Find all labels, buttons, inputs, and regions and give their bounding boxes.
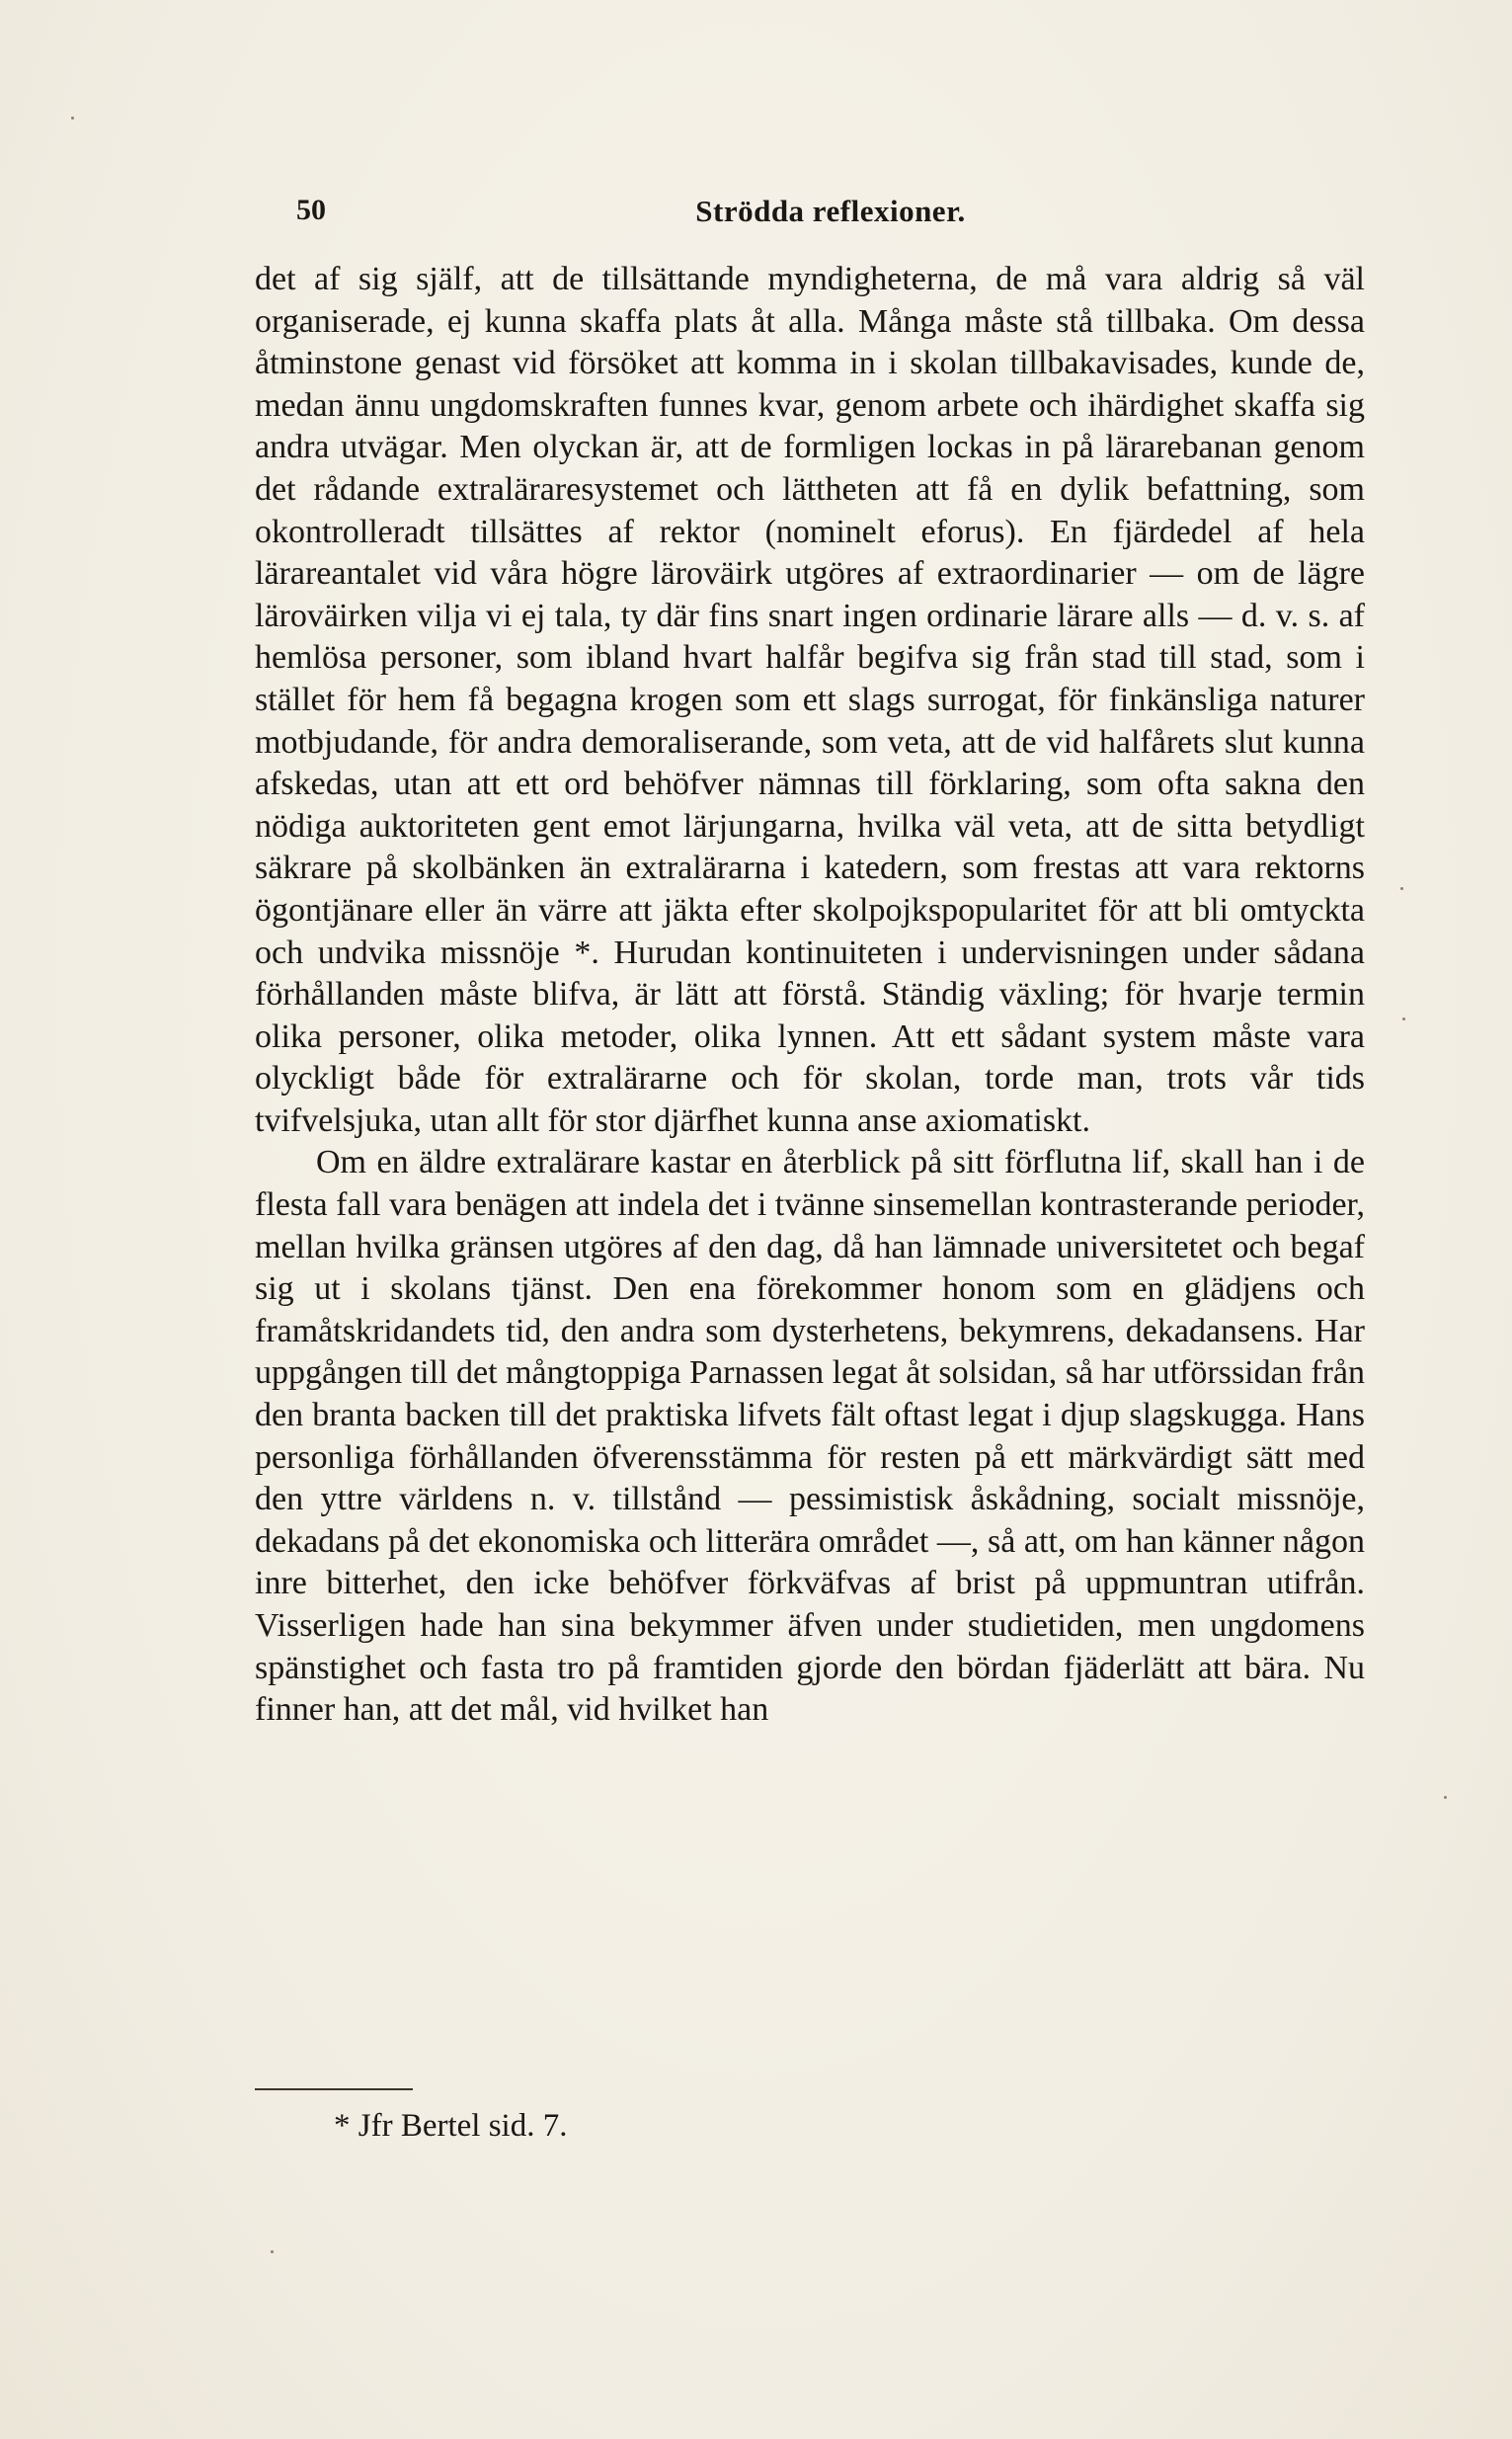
paper-speck [271, 2250, 274, 2253]
footnote-divider [255, 2088, 413, 2090]
paper-speck [71, 117, 74, 120]
paragraph: det af sig själf, att de tillsättande myndigheterna, de må vara aldrig så väl organiserade, ej kunna skaffa plats åt alla. Många måste stå tillbaka. Om dessa åtminstone genast vid försöket att komma in i skolan tillbakavisades, kunde de, medan ännu ungdomskraften funnes kvar, genom arbete och ihärdighet skaffa sig andra utvägar. Men olyckan är, att de formligen lockas in på lärarebanan genom det rådande extraläraresystemet och lättheten att få en dylik befattning, som okontrolleradt tillsättes af rektor (nominelt eforus). En fjärdedel af hela lärareantalet vid våra högre läroväirk utgöres af extraordinarier — om de lägre läroväirken vilja vi ej tala, ty där fins snart ingen ordinarie lärare alls — d. v. s. af hemlösa personer, som ibland hvart halfår begifva sig från stad till stad, som i stället för hem få begagna krogen som ett slags surrogat, för finkänsliga naturer motbjudande, för andra demoraliserande, som veta, att de vid halfårets slut kunna afskedas, utan att ett ord behöfver nämnas till förklaring, som ofta sakna den nödiga auktoriteten gent emot lärjungarna, hvilka väl veta, att de sitta betydligt säkrare på skolbänken än extralärarna i katedern, som frestas att vara rektorns ögontjänare eller än värre att jäkta efter skolpojkspopularitet för att bli omtyckta och undvika missnöje *. Hurudan kontinuiteten i undervisningen under sådana förhållanden måste blifva, är lätt att förstå. Ständig växling; för hvarje termin olika personer, olika metoder, olika lynnen. Att ett sådant system måste vara olyckligt både för extralärarne och för skolan, torde man, trots vår tids tvifvelsjuka, utan allt för stor djärfhet kunna anse axiomatiskt. [255, 261, 1365, 1139]
paper-speck [1444, 1796, 1447, 1799]
body-text [255, 259, 1365, 1732]
paper-speck [1400, 887, 1403, 890]
running-title: Strödda reflexioner. [695, 194, 966, 228]
footnote: * Jfr Bertel sid. 7. [334, 2108, 568, 2144]
paragraph: Om en äldre extralärare kastar en återblick på sitt förflutna lif, skall han i de flesta fall vara benägen att indela det i tvänne sinsemellan kontrasterande perioder, mellan hvilka gränsen utgöres af den dag, då han lämnade universitetet och begaf sig ut i skolans tjänst. Den ena förekommer honom som en glädjens och framåtskridandets tid, den andra som dysterhetens, bekymrens, dekadansens. Har uppgången till det mångtoppiga Parnassen legat åt solsidan, så har utförssidan från den branta backen till det praktiska lifvets fält oftast legat i djup slagskugga. Hans personliga förhållanden öfverensstämma för resten på ett märkvärdigt sätt med den yttre världens n. v. tillstånd — pessimistisk åskådning, socialt missnöje, dekadans på det ekonomiska och litterära området —, så att, om han känner någon inre bitterhet, den icke behöfver förkväfvas af brist på uppmuntran utifrån. Visserligen hade han sina bekymmer äfven under studietiden, men ungdomens spänstighet och fasta tro på framtiden gjorde den bördan fjäderlätt att bära. Nu finner han, att det mål, vid hvilket han [255, 1144, 1365, 1729]
paper-speck [1402, 1017, 1405, 1020]
page-number: 50 [296, 194, 326, 226]
page-header [296, 194, 1365, 241]
